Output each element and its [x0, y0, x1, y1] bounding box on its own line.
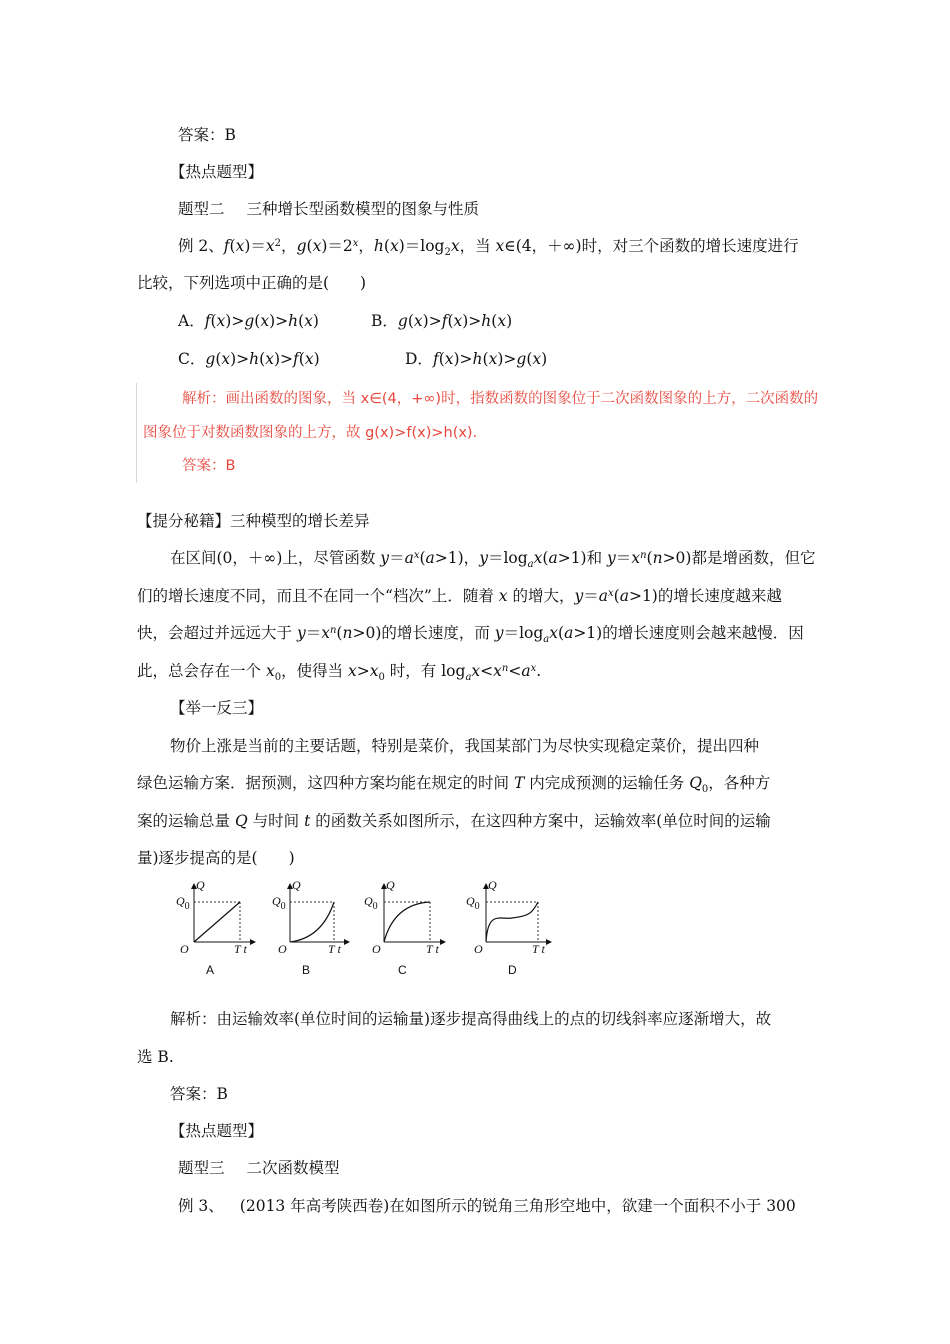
graph-d-label: D: [508, 963, 517, 977]
graph-d-axis-o: O: [474, 942, 483, 956]
tips-line-2: 们的增长速度不同，而且不在同一个“档次”上．随着 x 的增大，$y=a^x(a>1)$的增长速度越来越: [137, 587, 782, 605]
hot-topic-heading-2: 【热点题型】: [170, 1122, 264, 1140]
question-line-2: 绿色运输方案．据预测，这四种方案均能在规定的时间 T 内完成预测的运输任务 $Q_0$，各种方: [137, 774, 771, 795]
example-3-text: (2013 年高考陕西卷)在如图所示的锐角三角形空地中，欲建一个面积不小于 300: [239, 1197, 796, 1215]
option-d: D．f(x)>h(x)>g(x): [405, 350, 548, 368]
type3-title: 二次函数模型: [246, 1159, 340, 1177]
graph-b-axis-q: Q: [292, 878, 301, 892]
analysis-red-line-1: 解析：画出函数的图象，当 x∈(4，+∞)时，指数函数的图象位于二次函数图象的上方，二次函数的: [182, 391, 819, 407]
graph-d-axis-t: T t: [532, 942, 545, 956]
option-a: A．f(x)>g(x)>h(x): [178, 312, 319, 330]
type2-number: 题型二: [178, 200, 225, 218]
graph-c-axis-q: Q: [386, 878, 395, 892]
tips-line-4: 此，总会存在一个 $x_0$，使得当 $x>x_0$ 时，有 $\log_ax<x^n<a^x$.: [137, 662, 542, 683]
answer-red: 答案：B: [182, 458, 236, 474]
question-line-1: 物价上涨是当前的主要话题，特别是菜价，我国某部门为尽快实现稳定菜价，提出四种: [170, 737, 760, 755]
graph-c-axis-o: O: [372, 942, 381, 956]
analysis-border: [136, 383, 137, 483]
answer-2: 答案：B: [170, 1085, 228, 1103]
graph-b-axis-q0: $Q_0$: [272, 894, 286, 912]
graph-c-label: C: [398, 963, 407, 977]
graph-a-axis-t: T t: [234, 942, 247, 956]
example-2-prefix: 例 2、: [178, 237, 224, 255]
graph-b-axis-o: O: [278, 942, 287, 956]
graph-c: [364, 878, 470, 980]
graph-b-axis-t: T t: [328, 942, 341, 956]
example-3-prefix: 例 3、: [178, 1197, 224, 1215]
graph-d-axis-q: Q: [488, 878, 497, 892]
question-type-3: [178, 1158, 340, 1178]
question-line-3: 案的运输总量 Q 与时间 t 的函数关系如图所示，在这四种方案中，运输效率(单位时间的运输: [137, 812, 771, 830]
transport-graphs: [170, 880, 570, 980]
analysis-2-line-1: 解析：由运输效率(单位时间的运输量)逐步提高得曲线上的点的切线斜率应逐渐增大，故: [170, 1010, 772, 1028]
tips-line-1: 在区间(0，＋∞)上，尽管函数 $y=a^x(a>1)$，$y=\log_ax(a>1)$和 $y=x^n(n>0)$都是增函数，但它: [170, 549, 816, 570]
example-2-line-2: 比较，下列选项中正确的是( ): [137, 274, 367, 292]
graph-d-axis-q0: $Q_0$: [466, 894, 480, 912]
type2-title: 三种增长型函数模型的图象与性质: [246, 200, 480, 218]
graph-d: [466, 878, 570, 980]
type3-number: 题型三: [178, 1159, 225, 1177]
option-c: C．g(x)>h(x)>f(x): [178, 350, 320, 368]
question-line-4: 量)逐步提高的是( ): [137, 849, 295, 867]
analysis-red-line-2: 图象位于对数函数图象的上方，故 g(x)>f(x)>h(x).: [143, 425, 478, 441]
question-type-2: [178, 199, 479, 219]
tips-line-3: 快，会超过并远远大于 $y=x^n(n>0)$的增长速度，而 $y=\log_ax(a>1)$的增长速度则会越来越慢．因: [137, 624, 804, 645]
example-3: [178, 1196, 796, 1216]
example-2-line-1: 例 2、$f(x)=x^2$，$g(x)=2^x$，$h(x)=\log_2x$，当 x∈(4，＋∞)时，对三个函数的增长速度进行: [178, 237, 799, 258]
tips-heading: 【提分秘籍】三种模型的增长差异: [137, 512, 370, 530]
graph-a-axis-o: O: [180, 942, 189, 956]
graph-a-label: A: [206, 963, 215, 977]
option-b: B．g(x)>f(x)>h(x): [371, 312, 513, 330]
graph-b: [270, 880, 370, 980]
graph-a-axis-q: Q: [196, 878, 205, 892]
graph-a-axis-q0: $Q_0$: [176, 894, 190, 912]
inference-heading: 【举一反三】: [170, 699, 264, 717]
graph-a: [170, 880, 270, 980]
graph-c-axis-q0: $Q_0$: [364, 894, 378, 912]
analysis-2-line-2: 选 B.: [137, 1048, 174, 1066]
answer-1: 答案：B: [178, 126, 236, 144]
graph-c-axis-t: T t: [426, 942, 439, 956]
graph-b-label: B: [302, 963, 311, 977]
hot-topic-heading-1: 【热点题型】: [170, 163, 264, 181]
